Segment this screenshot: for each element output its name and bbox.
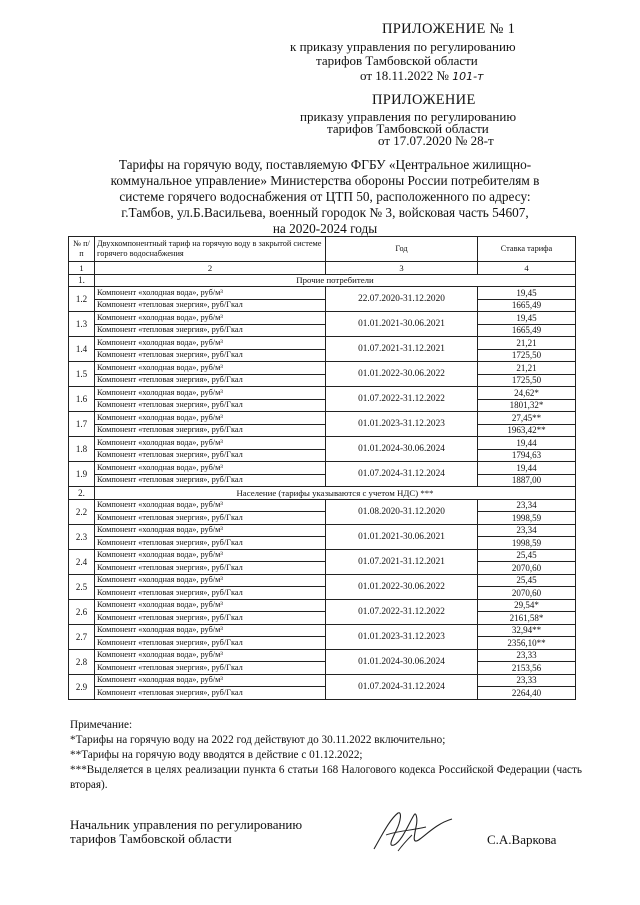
table-row [69,587,576,600]
signatory-line-2: тарифов Тамбовской области [70,831,232,846]
header-year: Год [326,237,478,262]
order-number-handwritten: 101-т [452,70,484,83]
table-row [69,687,576,700]
component-heat-energy: Компонент «тепловая энергия», руб/Гкал [95,424,326,437]
component-heat-energy: Компонент «тепловая энергия», руб/Гкал [95,324,326,337]
component-cold-water: Компонент «холодная вода», руб/м³ [95,337,326,350]
row-num: 1.8 [69,437,95,462]
row-num: 2.8 [69,649,95,674]
component-cold-water: Компонент «холодная вода», руб/м³ [95,287,326,300]
section-title: Население (тарифы указываются с учетом НДС) *** [95,487,576,500]
heat-energy-rate: 1665,49 [478,324,576,337]
section-title: Прочие потребители [95,274,576,287]
row-num: 2.4 [69,549,95,574]
table-row [69,574,576,587]
row-period: 01.07.2022-31.12.2022 [326,387,478,412]
row-period: 01.08.2020-31.12.2020 [326,499,478,524]
signatory-name: С.А.Варкова [487,832,557,847]
section-num: 1. [69,274,95,287]
heat-energy-rate: 2161,58* [478,612,576,625]
component-heat-energy: Компонент «тепловая энергия», руб/Гкал [95,662,326,675]
row-period: 01.01.2023-31.12.2023 [326,412,478,437]
component-heat-energy: Компонент «тепловая энергия», руб/Гкал [95,562,326,575]
table-row [69,674,576,687]
table-row [69,424,576,437]
appendix-title: ПРИЛОЖЕНИЕ [372,92,476,108]
table-row [69,387,576,400]
heat-energy-rate: 1963,42** [478,424,576,437]
title-line-4: г.Тамбов, ул.Б.Васильева, военный городок № 3, войсковая часть 54607, [121,205,529,220]
cold-water-rate: 21,21 [478,337,576,350]
heat-energy-rate: 1725,50 [478,349,576,362]
component-heat-energy: Компонент «тепловая энергия», руб/Гкал [95,374,326,387]
appendix-line1: приказу управления по регулированию [300,109,517,124]
table-row [69,612,576,625]
table-row [69,524,576,537]
heat-energy-rate: 1801,32* [478,399,576,412]
header-num: № п/п [69,237,95,262]
appendix-1-line2: тарифов Тамбовской области [316,53,478,68]
row-num: 2.7 [69,624,95,649]
column-number-row [69,262,576,275]
component-cold-water: Компонент «холодная вода», руб/м³ [95,624,326,637]
row-period: 01.07.2024-31.12.2024 [326,462,478,487]
table-row [69,662,576,675]
heat-energy-rate: 1998,59 [478,512,576,525]
appendix-line2: тарифов Тамбовской области [327,121,489,136]
heat-energy-rate: 1665,49 [478,299,576,312]
row-period: 22.07.2020-31.12.2020 [326,287,478,312]
col-number: 2 [95,262,326,275]
signatory-title [70,818,302,846]
heat-energy-rate: 2153,56 [478,662,576,675]
row-num: 2.3 [69,524,95,549]
heat-energy-rate: 1998,59 [478,537,576,550]
appendix-1-title: ПРИЛОЖЕНИЕ № 1 [382,21,516,37]
table-row [69,399,576,412]
table-row [69,374,576,387]
table-row [69,449,576,462]
cold-water-rate: 25,45 [478,549,576,562]
component-heat-energy: Компонент «тепловая энергия», руб/Гкал [95,349,326,362]
table-row [69,299,576,312]
heat-energy-rate: 2356,10** [478,637,576,650]
cold-water-rate: 23,34 [478,524,576,537]
note-2: **Тарифы на горячую воду вводятся в действие с 01.12.2022; [70,749,363,761]
cold-water-rate: 21,21 [478,362,576,375]
cold-water-rate: 23,34 [478,499,576,512]
table-row [69,412,576,425]
cold-water-rate: 32,94** [478,624,576,637]
cold-water-rate: 19,44 [478,462,576,475]
row-num: 1.9 [69,462,95,487]
heat-energy-rate: 1725,50 [478,374,576,387]
row-period: 01.01.2021-30.06.2021 [326,524,478,549]
table-row [69,462,576,475]
table-row [69,599,576,612]
note-3: ***Выделяется в целях реализации пункта 6 статьи 168 Налогового кодекса Российской Федерации (часть вторая). [70,764,582,791]
component-cold-water: Компонент «холодная вода», руб/м³ [95,412,326,425]
table-row [69,637,576,650]
tariff-table [68,236,576,700]
title-line-5: на 2020-2024 годы [272,221,378,236]
component-heat-energy: Компонент «тепловая энергия», руб/Гкал [95,612,326,625]
note-1: *Тарифы на горячую воду на 2022 год действуют до 30.11.2022 включительно; [70,734,446,746]
title-line-2: коммунальное управление» Министерства обороны России потребителям в [110,173,540,188]
component-heat-energy: Компонент «тепловая энергия», руб/Гкал [95,687,326,700]
component-heat-energy: Компонент «тепловая энергия», руб/Гкал [95,399,326,412]
table-header-row [69,237,576,262]
appendix-1-date-text: от 18.11.2022 № [360,68,449,83]
cold-water-rate: 19,44 [478,437,576,450]
header-rate: Ставка тарифа [478,237,576,262]
component-heat-energy: Компонент «тепловая энергия», руб/Гкал [95,474,326,487]
row-period: 01.01.2023-31.12.2023 [326,624,478,649]
row-period: 01.07.2021-31.12.2021 [326,337,478,362]
tariff-table-body [69,237,576,700]
header-description: Двухкомпонентный тариф на горячую воду в закрытой системе горячего водоснабжения [95,237,326,262]
component-cold-water: Компонент «холодная вода», руб/м³ [95,599,326,612]
component-cold-water: Компонент «холодная вода», руб/м³ [95,437,326,450]
component-cold-water: Компонент «холодная вода», руб/м³ [95,387,326,400]
table-row [69,649,576,662]
row-num: 1.4 [69,337,95,362]
cold-water-rate: 29,54* [478,599,576,612]
heat-energy-rate: 2070,60 [478,587,576,600]
table-row [69,562,576,575]
cold-water-rate: 24,62* [478,387,576,400]
component-heat-energy: Компонент «тепловая энергия», руб/Гкал [95,587,326,600]
col-number: 4 [478,262,576,275]
appendix-1-line1: к приказу управления по регулированию [290,39,516,54]
table-row [69,474,576,487]
component-cold-water: Компонент «холодная вода», руб/м³ [95,462,326,475]
row-num: 1.6 [69,387,95,412]
component-heat-energy: Компонент «тепловая энергия», руб/Гкал [95,449,326,462]
row-period: 01.01.2024-30.06.2024 [326,437,478,462]
row-num: 1.3 [69,312,95,337]
table-row [69,499,576,512]
table-row [69,312,576,325]
handwritten-signature-icon [368,805,458,857]
heat-energy-rate: 2264,40 [478,687,576,700]
title-line-1: Тарифы на горячую воду, поставляемую ФГБУ «Центральное жилищно- [118,157,532,172]
component-heat-energy: Компонент «тепловая энергия», руб/Гкал [95,637,326,650]
component-cold-water: Компонент «холодная вода», руб/м³ [95,574,326,587]
heat-energy-rate: 1887,00 [478,474,576,487]
row-num: 2.6 [69,599,95,624]
row-period: 01.01.2024-30.06.2024 [326,649,478,674]
cold-water-rate: 25,45 [478,574,576,587]
col-number: 3 [326,262,478,275]
cold-water-rate: 19,45 [478,287,576,300]
appendix-1-date [360,69,484,83]
table-row [69,512,576,525]
row-period: 01.07.2021-31.12.2021 [326,549,478,574]
component-heat-energy: Компонент «тепловая энергия», руб/Гкал [95,299,326,312]
row-period: 01.01.2022-30.06.2022 [326,574,478,599]
title-line-3: системе горячего водоснабжения от ЦТП 50, расположенного по адресу: [119,189,531,204]
table-row [69,287,576,300]
signatory-line-1: Начальник управления по регулированию [70,817,303,832]
component-cold-water: Компонент «холодная вода», руб/м³ [95,524,326,537]
component-cold-water: Компонент «холодная вода», руб/м³ [95,499,326,512]
row-period: 01.07.2024-31.12.2024 [326,674,478,699]
table-row [69,537,576,550]
component-cold-water: Компонент «холодная вода», руб/м³ [95,674,326,687]
table-row [69,349,576,362]
row-period: 01.01.2022-30.06.2022 [326,362,478,387]
table-row [69,362,576,375]
cold-water-rate: 19,45 [478,312,576,325]
row-num: 2.2 [69,499,95,524]
heat-energy-rate: 1794,63 [478,449,576,462]
section-row [69,274,576,287]
section-row [69,487,576,500]
row-num: 2.9 [69,674,95,699]
table-row [69,624,576,637]
heat-energy-rate: 2070,60 [478,562,576,575]
appendix-date: от 17.07.2020 № 28-т [378,133,494,148]
document-title [70,157,580,237]
table-row [69,337,576,350]
cold-water-rate: 27,45** [478,412,576,425]
table-row [69,437,576,450]
component-heat-energy: Компонент «тепловая энергия», руб/Гкал [95,537,326,550]
table-row [69,324,576,337]
cold-water-rate: 23,33 [478,649,576,662]
notes-heading: Примечание: [70,719,133,731]
row-num: 1.5 [69,362,95,387]
col-number: 1 [69,262,95,275]
component-cold-water: Компонент «холодная вода», руб/м³ [95,362,326,375]
row-num: 1.7 [69,412,95,437]
table-row [69,549,576,562]
notes [70,718,582,793]
row-num: 2.5 [69,574,95,599]
row-period: 01.01.2021-30.06.2021 [326,312,478,337]
row-period: 01.07.2022-31.12.2022 [326,599,478,624]
component-heat-energy: Компонент «тепловая энергия», руб/Гкал [95,512,326,525]
section-num: 2. [69,487,95,500]
component-cold-water: Компонент «холодная вода», руб/м³ [95,312,326,325]
row-num: 1.2 [69,287,95,312]
component-cold-water: Компонент «холодная вода», руб/м³ [95,549,326,562]
component-cold-water: Компонент «холодная вода», руб/м³ [95,649,326,662]
cold-water-rate: 23,33 [478,674,576,687]
